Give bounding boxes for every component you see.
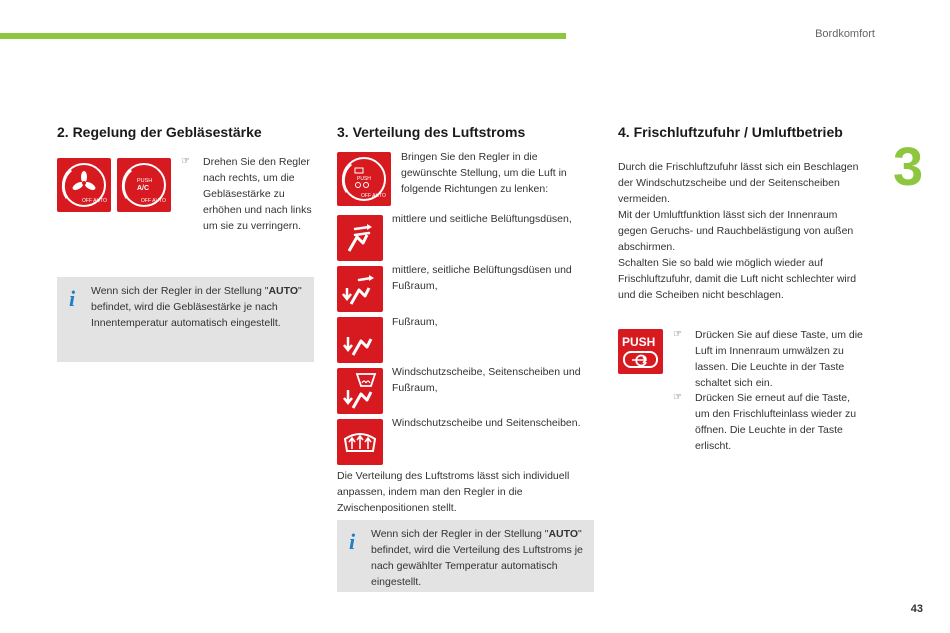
windshield-defrost-icon bbox=[337, 419, 383, 465]
recirculation-on-instruction: ☞ Drücken Sie auf diese Taste, um die Luft im Innenraum umwälzen zu lassen. Die Leuchte in der Taste schaltet sich ein. bbox=[673, 329, 863, 389]
section-heading-blower: 2. Regelung der Gebläsestärke bbox=[57, 124, 262, 140]
page-number: 43 bbox=[910, 603, 923, 615]
vent-face-icon bbox=[337, 215, 383, 261]
vent-face-feet-icon bbox=[337, 266, 383, 312]
distribution-intro: Bringen Sie den Regler in die gewünschte Stellung, um die Luft in folgende Richtungen zu lenken: bbox=[401, 151, 567, 195]
pointing-hand-icon: ☞ bbox=[673, 392, 682, 403]
blower-instruction: ☞ Drehen Sie den Regler nach rechts, um die Gebläsestärke zu erhöhen und nach links um sie zu verringern. bbox=[181, 156, 312, 232]
pointing-hand-icon: ☞ bbox=[181, 156, 190, 167]
info-box-distribution bbox=[337, 520, 594, 592]
distribution-item-text: Windschutzscheibe und Seitenscheiben. bbox=[392, 417, 581, 429]
distribution-item-text: mittlere und seitliche Belüftungsdüsen, bbox=[392, 213, 572, 225]
chapter-number: 3 bbox=[893, 137, 924, 197]
header-accent-bar bbox=[0, 33, 566, 39]
vent-feet-icon bbox=[337, 317, 383, 363]
info-icon: i bbox=[69, 286, 76, 311]
distribution-item-text: Windschutzscheibe, Seitenscheiben und Fußraum, bbox=[392, 366, 581, 394]
push-text: PUSH bbox=[357, 176, 371, 182]
distribution-knob-icon bbox=[337, 152, 391, 206]
pointing-hand-icon: ☞ bbox=[673, 329, 682, 340]
knob-label: OFF AUTO bbox=[361, 193, 386, 199]
section-heading-distribution: 3. Verteilung des Luftstroms bbox=[337, 124, 526, 140]
push-ac-knob-icon bbox=[117, 158, 171, 212]
section-title: Bordkomfort bbox=[815, 28, 875, 40]
info-box-blower bbox=[57, 277, 314, 362]
windshield-feet-icon bbox=[337, 368, 383, 414]
section-heading-recirculation: 4. Frischluftzufuhr / Umluftbetrieb bbox=[618, 124, 843, 140]
distribution-note: Die Verteilung des Luftstroms lässt sich individuell anpassen, indem man den Regler in die Zwischenpositionen stellt. bbox=[337, 470, 570, 514]
push-text: PUSH bbox=[137, 178, 153, 184]
recirculation-off-instruction: ☞ Drücken Sie erneut auf die Taste, um den Frischlufteinlass wieder zu öffnen. Die Leuchte in der Taste erlischt. bbox=[673, 392, 857, 452]
ac-text: A/C bbox=[137, 185, 150, 192]
info-text: Wenn sich der Regler in der Stellung "AUTO" befindet, wird die Verteilung des Luftstroms je nach gewählter Temperatur automatisch eingestellt. bbox=[371, 528, 583, 588]
info-text: Wenn sich der Regler in der Stellung "AUTO" befindet, wird die Gebläsestärke je nach Innentemperatur automatisch eingestellt. bbox=[91, 285, 302, 329]
push-text: PUSH bbox=[622, 335, 656, 349]
fan-knob-icon bbox=[57, 158, 111, 212]
distribution-item-text: mittlere, seitliche Belüftungsdüsen und Fußraum, bbox=[392, 264, 572, 292]
recirculation-description: Durch die Frischluftzufuhr lässt sich ein Beschlagen der Windschutzscheibe und der Seitenscheiben vermeiden. Mit der Umluftfunktion lässt sich der Innenraum gegen Geruchs- und Rauchbelästigung von außen abschirmen. Schalten Sie so bald wie möglich wieder auf Frischluftzufuhr, damit die Luft nicht schlechter wird und die Scheiben nicht beschlagen. bbox=[618, 161, 859, 301]
info-icon: i bbox=[349, 529, 356, 554]
knob-label: OFF AUTO bbox=[141, 198, 166, 204]
knob-label: OFF AUTO bbox=[82, 198, 107, 204]
push-recirculation-button-icon bbox=[618, 329, 663, 374]
distribution-item-text: Fußraum, bbox=[392, 316, 438, 328]
